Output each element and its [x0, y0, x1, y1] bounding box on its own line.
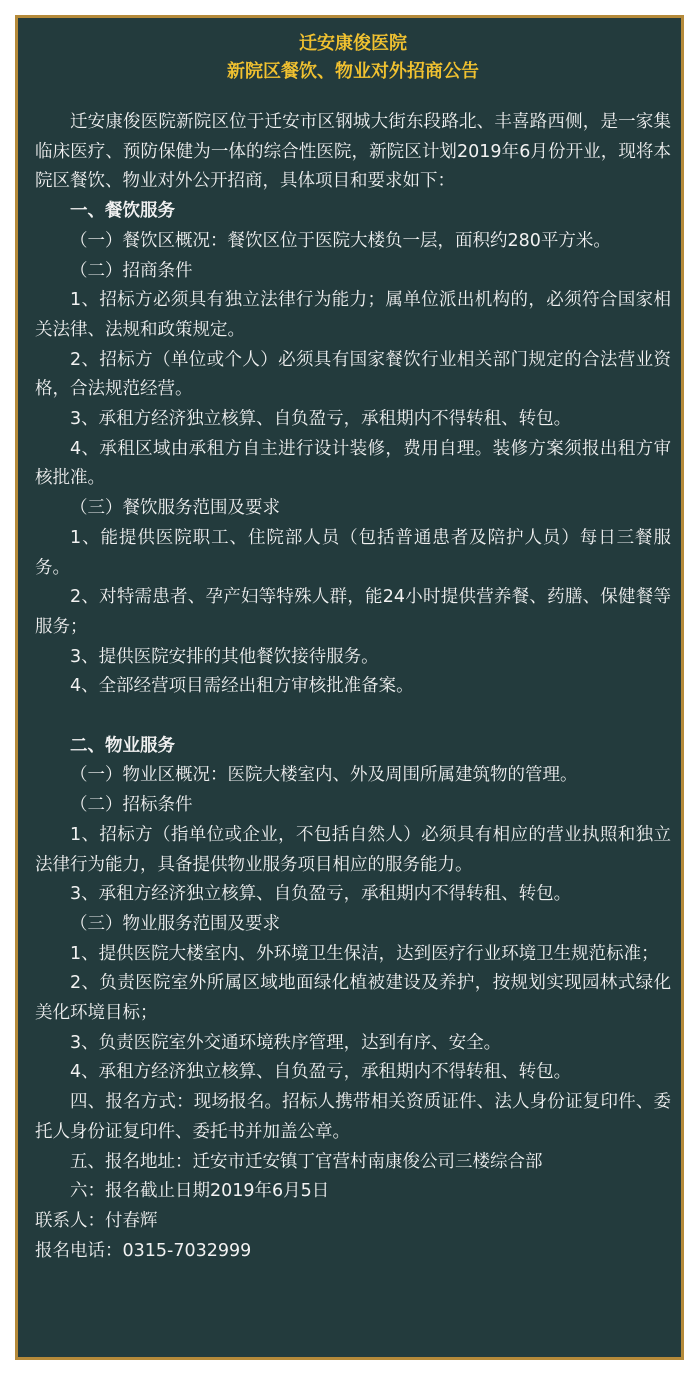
- property-scope-item: 2、负责医院室外所属区域地面绿化植被建设及养护，按规划实现园林式绿化美化环境目标；: [35, 973, 671, 1024]
- catering-conditions-heading: （二）招商条件: [70, 260, 193, 281]
- property-heading: 二、物业服务: [70, 735, 175, 756]
- notice-content: [35, 30, 671, 1266]
- catering-scope-heading: （三）餐饮服务范围及要求: [70, 498, 280, 519]
- property-overview: （一）物业区概况：医院大楼室内、外及周围所属建筑物的管理。: [70, 765, 578, 786]
- catering-scope-item: 4、全部经营项目需经出租方审核批准备案。: [70, 676, 414, 697]
- intro-paragraph: 迁安康俊医院新院区位于迁安市区钢城大街东段路北、丰喜路西侧，是一家集临床医疗、预防保健为一体的综合性医院，新院区计划2019年6月份开业，现将本院区餐饮、物业对外公开招商，具体项目和要求如下：: [35, 112, 671, 192]
- property-scope-item: 1、提供医院大楼室内、外环境卫生保洁，达到医疗行业环境卫生规范标准；: [70, 943, 659, 964]
- hospital-title: 迁安康俊医院: [299, 33, 407, 54]
- catering-condition-item: 3、承租方经济独立核算、自负盈亏，承租期内不得转租、转包。: [70, 409, 572, 430]
- catering-condition-item: 1、招标方必须具有独立法律行为能力；属单位派出机构的，必须符合国家相关法律、法规和政策规定。: [35, 290, 671, 340]
- notice-panel: [15, 15, 684, 1360]
- registration-deadline: 六：报名截止日期2019年6月5日: [70, 1181, 330, 1202]
- registration-method: 四、报名方式：现场报名。招标人携带相关资质证件、法人身份证复印件、委托人身份证复印件、委托书并加盖公章。: [35, 1092, 671, 1142]
- property-scope-heading: （三）物业服务范围及要求: [70, 913, 280, 934]
- catering-scope-item: 1、能提供医院职工、住院部人员（包括普通患者及陪护人员）每日三餐服务。: [35, 527, 671, 578]
- catering-scope-item: 3、提供医院安排的其他餐饮接待服务。: [70, 646, 379, 667]
- notice-header: [35, 30, 671, 86]
- catering-scope-item: 2、对特需患者、孕产妇等特殊人群，能24小时提供营养餐、药膳、保健餐等服务；: [35, 587, 671, 637]
- property-scope-item: 4、承租方经济独立核算、自负盈亏，承租期内不得转租、转包。: [70, 1062, 572, 1083]
- announcement-title: 新院区餐饮、物业对外招商公告: [227, 61, 479, 82]
- property-conditions-heading: （二）招标条件: [70, 795, 193, 816]
- property-condition-item: 3、承租方经济独立核算、自负盈亏，承租期内不得转租、转包。: [70, 884, 572, 905]
- catering-condition-item: 4、承租区域由承租方自主进行设计装修，费用自理。装修方案须报出租方审核批准。: [35, 438, 671, 489]
- catering-overview: （一）餐饮区概况：餐饮区位于医院大楼负一层，面积约280平方米。: [70, 230, 611, 251]
- catering-condition-item: 2、招标方（单位或个人）必须具有国家餐饮行业相关部门规定的合法营业资格，合法规范经营。: [35, 349, 671, 400]
- property-condition-item: 1、招标方（指单位或企业，不包括自然人）必须具有相应的营业执照和独立法律行为能力，具备提供物业服务项目相应的服务能力。: [35, 824, 671, 875]
- property-scope-item: 3、负责医院室外交通环境秩序管理，达到有序、安全。: [70, 1032, 502, 1053]
- section-spacer: [35, 702, 671, 732]
- catering-heading: 一、餐饮服务: [70, 201, 175, 222]
- contact-person: 联系人：付春辉: [35, 1211, 158, 1231]
- contact-phone: 报名电话：0315-7032999: [35, 1240, 252, 1261]
- registration-address: 五、报名地址：迁安市迁安镇丁官营村南康俊公司三楼综合部: [70, 1151, 543, 1172]
